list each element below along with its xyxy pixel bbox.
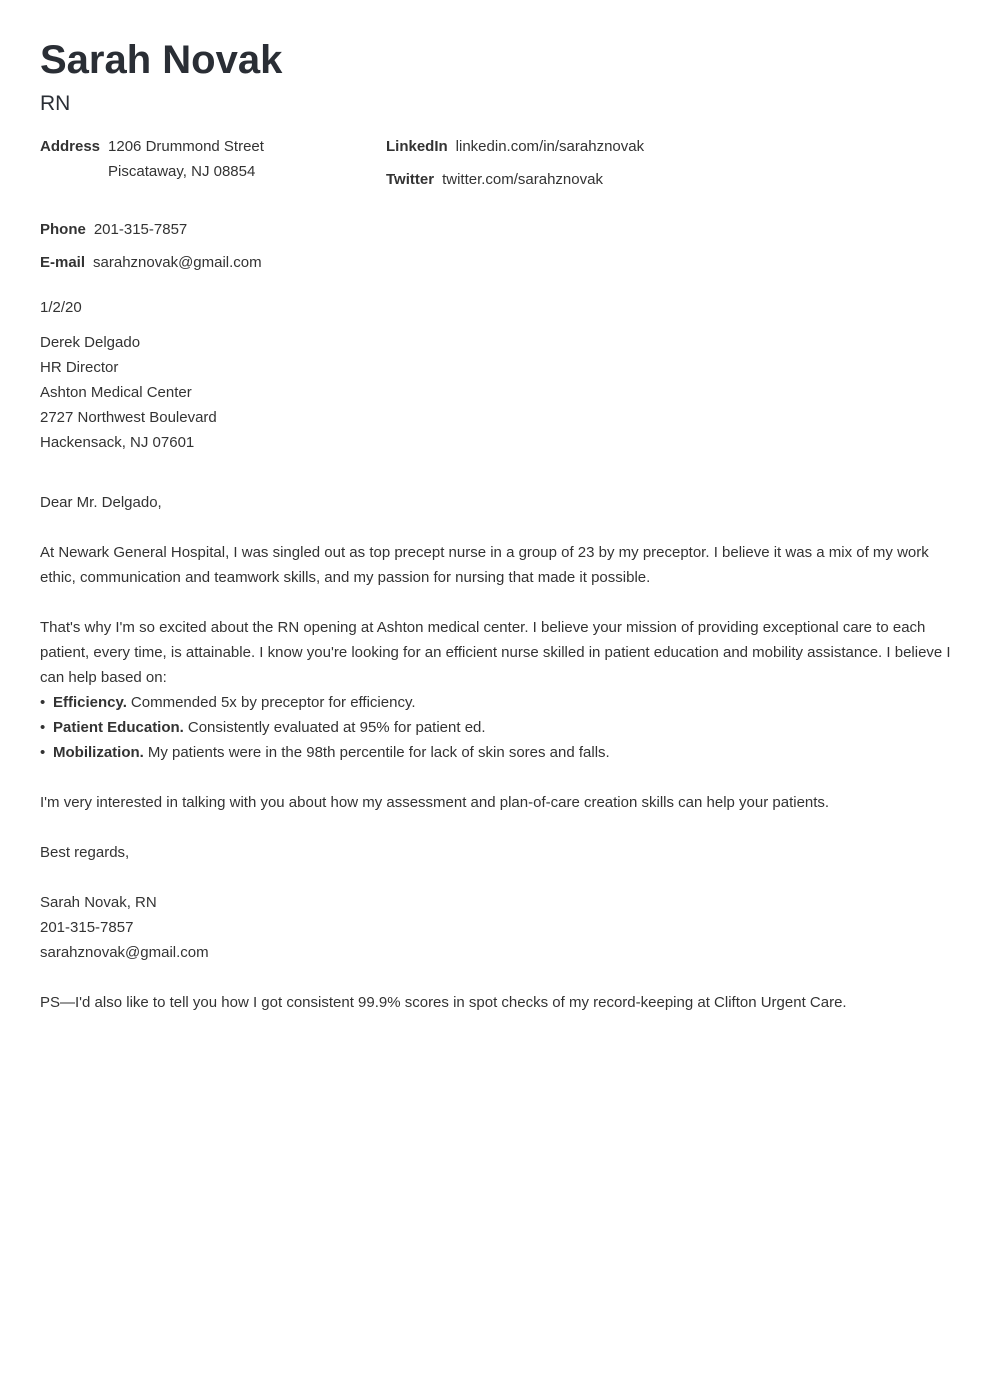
phone-row — [40, 217, 262, 242]
address-value — [108, 134, 264, 184]
twitter-link[interactable]: twitter.com/sarahznovak — [442, 171, 603, 188]
recipient-position: HR Director — [40, 359, 119, 376]
letter-date: 1/2/20 — [40, 299, 82, 316]
signature-block — [40, 890, 955, 965]
email-link[interactable]: sarahznovak@gmail.com — [93, 254, 262, 271]
email-label: E-mail — [40, 254, 86, 271]
list-item — [40, 690, 955, 715]
bullet-text: Commended 5x by preceptor for efficiency. — [130, 694, 416, 711]
address-block — [40, 134, 264, 184]
recipient-name: Derek Delgado — [40, 334, 141, 351]
phone-value[interactable]: 201-315-7857 — [93, 221, 188, 238]
recipient-block — [40, 330, 955, 455]
bullet-heading: Patient Education. — [53, 719, 184, 736]
phone-label: Phone — [40, 221, 86, 238]
address-label: Address — [40, 138, 101, 155]
applicant-name: Sarah Novak — [40, 38, 283, 82]
list-item — [40, 740, 955, 765]
recipient-company: Ashton Medical Center — [40, 384, 192, 401]
paragraph-2: That's why I'm so excited about the RN opening at Ashton medical center. I believe your mission of providing exceptional care to each patient, every time, is attainable. I know you're looking for an efficient nurse skilled in patient education and mobility assistance. I believe I can help based on: — [40, 619, 951, 686]
twitter-row — [386, 167, 644, 192]
linkedin-row — [386, 134, 644, 159]
twitter-label: Twitter — [386, 171, 435, 188]
bullet-icon: • — [40, 694, 46, 711]
list-item — [40, 715, 955, 740]
recipient-street: 2727 Northwest Boulevard — [40, 409, 217, 426]
signature-email: sarahznovak@gmail.com — [40, 944, 209, 961]
linkedin-label: LinkedIn — [386, 138, 448, 155]
bullet-text: My patients were in the 98th percentile for lack of skin sores and falls. — [147, 744, 610, 761]
linkedin-link[interactable]: linkedin.com/in/sarahznovak — [455, 138, 645, 155]
bullet-icon: • — [40, 744, 46, 761]
bullet-heading: Mobilization. — [53, 744, 144, 761]
address-line-2: Piscataway, NJ 08854 — [108, 163, 256, 180]
paragraph-3: I'm very interested in talking with you about how my assessment and plan-of-care creation skills can help your patients. — [40, 794, 830, 811]
email-row — [40, 250, 262, 275]
address-line-1: 1206 Drummond Street — [108, 138, 264, 155]
letter-body — [40, 490, 955, 1040]
phone-email-block — [40, 217, 262, 275]
applicant-title: RN — [40, 92, 71, 115]
paragraph-1: At Newark General Hospital, I was singled out as top precept nurse in a group of 23 by my preceptor. I believe it was a mix of my work ethic, communication and teamwork skills, and my passion for nursing that made it possible. — [40, 544, 929, 586]
achievement-list — [40, 690, 955, 765]
bullet-heading: Efficiency. — [53, 694, 127, 711]
bullet-text: Consistently evaluated at 95% for patient ed. — [187, 719, 486, 736]
signature-phone: 201-315-7857 — [40, 919, 134, 936]
bullet-icon: • — [40, 719, 46, 736]
postscript: PS—I'd also like to tell you how I got consistent 99.9% scores in spot checks of my record-keeping at Clifton Urgent Care. — [40, 994, 847, 1011]
closing: Best regards, — [40, 844, 130, 861]
recipient-city: Hackensack, NJ 07601 — [40, 434, 195, 451]
social-block — [386, 134, 644, 192]
signature-name: Sarah Novak, RN — [40, 894, 157, 911]
salutation: Dear Mr. Delgado, — [40, 494, 162, 511]
